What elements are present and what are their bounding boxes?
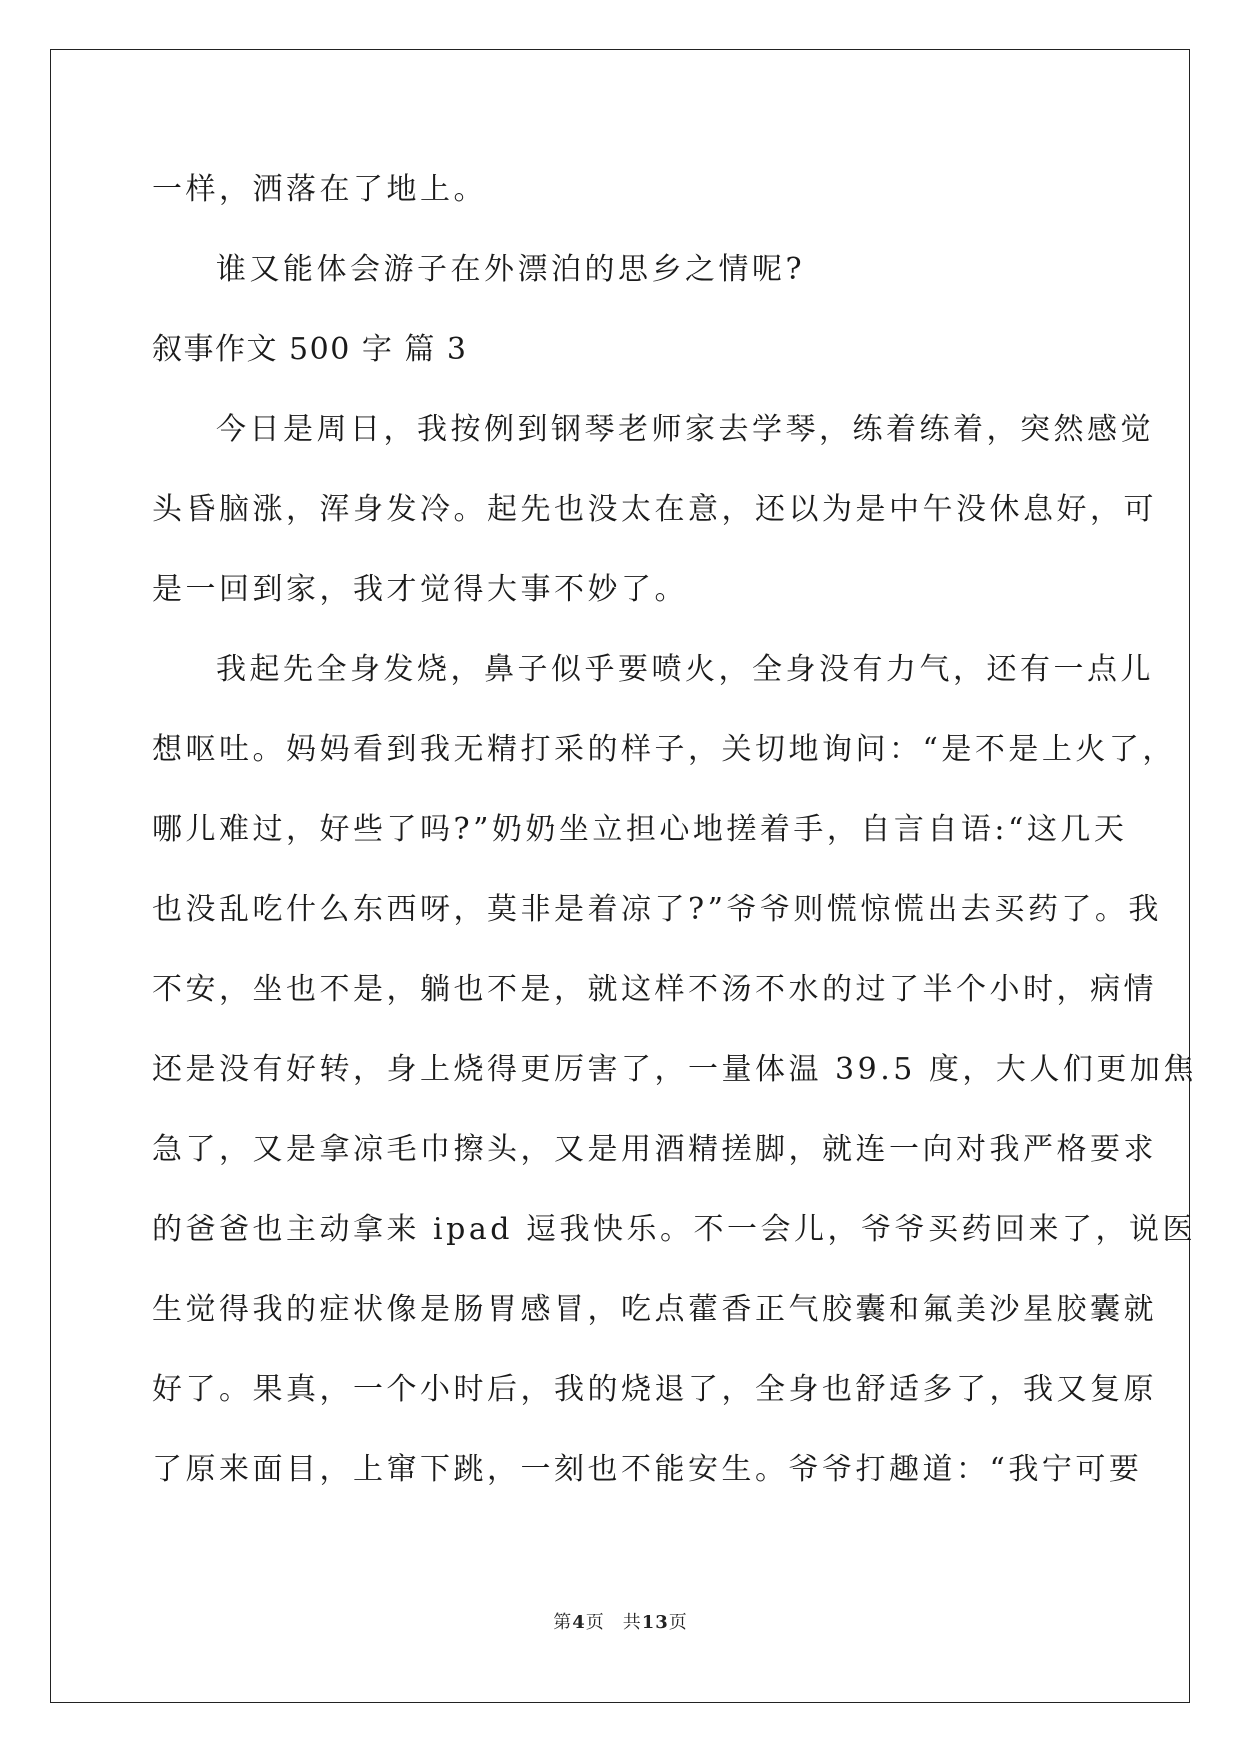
page-footer — [0, 1608, 1241, 1634]
text-line-2: 谁又能体会游子在外漂泊的思乡之情呢? — [216, 252, 806, 287]
text-line-14: 的爸爸也主动拿来 ipad 逗我快乐。不一会儿，爷爷买药回来了，说医 — [152, 1212, 1196, 1247]
document-body — [152, 165, 1197, 1525]
text-line-4: 今日是周日，我按例到钢琴老师家去学琴，练着练着，突然感觉 — [216, 412, 1154, 447]
text-line-1: 一样，洒落在了地上。 — [152, 172, 487, 207]
page-suffix: 页 — [585, 1612, 605, 1633]
section-heading: 叙事作文 500 字 篇 3 — [152, 332, 468, 367]
text-line-16: 好了。果真，一个小时后，我的烧退了，全身也舒适多了，我又复原 — [152, 1372, 1157, 1407]
text-line-5: 头昏脑涨，浑身发冷。起先也没太在意，还以为是中午没休息好，可 — [152, 492, 1157, 527]
page-prefix: 第 — [553, 1612, 573, 1633]
text-line-15: 生觉得我的症状像是肠胃感冒，吃点藿香正气胶囊和氟美沙星胶囊就 — [152, 1292, 1157, 1327]
text-line-17: 了原来面目，上窜下跳，一刻也不能安生。爷爷打趣道：“我宁可要 — [152, 1452, 1143, 1487]
total-pages: 13 — [641, 1612, 669, 1633]
text-line-7: 我起先全身发烧，鼻子似乎要喷火，全身没有力气，还有一点儿 — [216, 652, 1154, 687]
page-number: 4 — [572, 1612, 586, 1633]
text-line-9: 哪儿难过，好些了吗?”奶奶坐立担心地搓着手，自言自语:“这几天 — [152, 812, 1128, 847]
text-line-13: 急了，又是拿凉毛巾擦头，又是用酒精搓脚，就连一向对我严格要求 — [152, 1132, 1157, 1167]
text-line-11: 不安，坐也不是，躺也不是，就这样不汤不水的过了半个小时，病情 — [152, 972, 1157, 1007]
text-line-6: 是一回到家，我才觉得大事不妙了。 — [152, 572, 688, 607]
text-line-12: 还是没有好转，身上烧得更厉害了，一量体温 39.5 度，大人们更加焦 — [152, 1052, 1197, 1087]
text-line-8: 想呕吐。妈妈看到我无精打采的样子，关切地询问：“是不是上火了， — [152, 732, 1176, 767]
total-prefix: 共 — [622, 1612, 642, 1633]
text-line-10: 也没乱吃什么东西呀，莫非是着凉了?”爷爷则慌惊慌出去买药了。我 — [152, 892, 1162, 927]
total-suffix: 页 — [668, 1612, 688, 1633]
